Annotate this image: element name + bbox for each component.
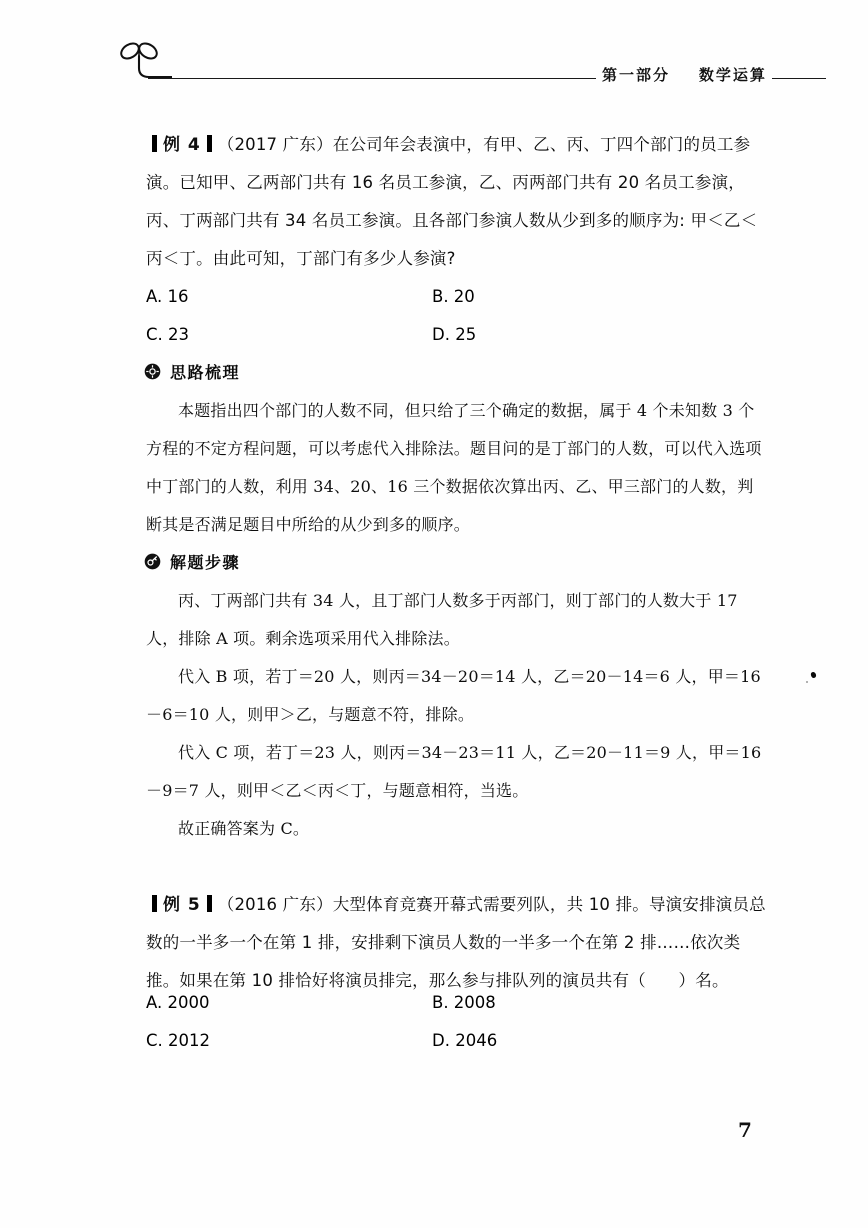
- option-c[interactable]: C. 2012: [146, 1031, 211, 1050]
- marker-bar-left: [152, 895, 157, 912]
- example-4-marker: [146, 135, 218, 155]
- option-b[interactable]: B. 20: [432, 287, 475, 306]
- header-title: 第一部分 数学运算: [602, 66, 767, 84]
- sprout-icon: [108, 36, 172, 90]
- option-d[interactable]: D. 2046: [432, 1031, 498, 1050]
- section-heading-steps-label: 解题步骤: [170, 552, 241, 572]
- marker-bar-right: [207, 135, 212, 152]
- example-5-marker-label: 例 5: [163, 895, 201, 915]
- example-5-marker: [146, 895, 218, 915]
- marker-bar-left: [152, 135, 157, 152]
- header-rule-right: [772, 78, 826, 79]
- example-5-question-body: （2016 广东）大型体育竞赛开幕式需要列队，共 10 排。导演安排演员总数的一半多一个在第 1 排，安排剩下演员人数的一半多一个在第 2 排……依次类推。如果在第 10 排恰好将演员排完，那么参与排队列的演员共有（ ）名。: [146, 895, 766, 990]
- header-rule-left: [148, 78, 596, 79]
- ink-speck: [810, 672, 816, 679]
- example-4-marker-label: 例 4: [163, 135, 201, 155]
- steps-paragraph-1: 丙、丁两部门共有 34 人，且丁部门人数多于丙部门，则丁部门的人数大于 17 人，排除 A 项。剩余选项采用代入排除法。: [146, 591, 743, 648]
- section-heading-steps: [144, 548, 240, 574]
- example-4-options-row-2: [0, 316, 620, 354]
- option-a[interactable]: A. 16: [146, 287, 189, 306]
- ideas-paragraph: 本题指出四个部门的人数不同，但只给了三个确定的数据，属于 4 个未知数 3 个方程的不定方程问题，可以考虑代入排除法。题目问的是丁部门的人数，可以代入选项中丁部门的人数，利用 34、20、16 三个数据依次算出丙、乙、甲三部门的人数，判断其是否满足题目中所给的从少到多的顺序。: [146, 401, 762, 534]
- example-5-question: [146, 886, 766, 1000]
- section-heading-ideas: [144, 358, 240, 384]
- example-4-question: [146, 126, 766, 278]
- example-4-question-body: （2017 广东）在公司年会表演中，有甲、乙、丙、丁四个部门的员工参演。已知甲、乙两部门共有 16 名员工参演，乙、丙两部门共有 20 名员工参演，丙、丁两部门共有 34 名员工参演。且各部门参演人数从少到多的顺序为: 甲＜乙＜丙＜丁。由此可知，丁部门有多少人参演?: [146, 135, 758, 268]
- option-c[interactable]: C. 23: [146, 325, 190, 344]
- example-5-options-row-2: [0, 1022, 620, 1060]
- example-4-options-row-1: [0, 278, 620, 316]
- steps-paragraph-2: 代入 B 项，若丁＝20 人，则丙＝34－20＝14 人，乙＝20－14＝6 人，甲＝16－6＝10 人，则甲＞乙，与题意不符，排除。: [146, 667, 761, 724]
- key-steps-icon: [144, 553, 161, 570]
- page-number: 7: [738, 1118, 752, 1142]
- option-d[interactable]: D. 25: [432, 325, 477, 344]
- page-header: [0, 34, 868, 92]
- steps-paragraph-3: 代入 C 项，若丁＝23 人，则丙＝34－23＝11 人，乙＝20－11＝9 人，甲＝16－9＝7 人，则甲＜乙＜丙＜丁，与题意相符，当选。: [146, 743, 762, 800]
- option-b[interactable]: B. 2008: [432, 993, 496, 1012]
- section-heading-ideas-label: 思路梳理: [170, 362, 241, 382]
- idea-gear-icon: [144, 363, 161, 380]
- marker-bar-right: [207, 895, 212, 912]
- option-a[interactable]: A. 2000: [146, 993, 210, 1012]
- example-5-options-row-1: [0, 984, 620, 1022]
- ink-speck-faint: [806, 681, 808, 683]
- steps-conclusion: 故正确答案为 C。: [178, 819, 310, 838]
